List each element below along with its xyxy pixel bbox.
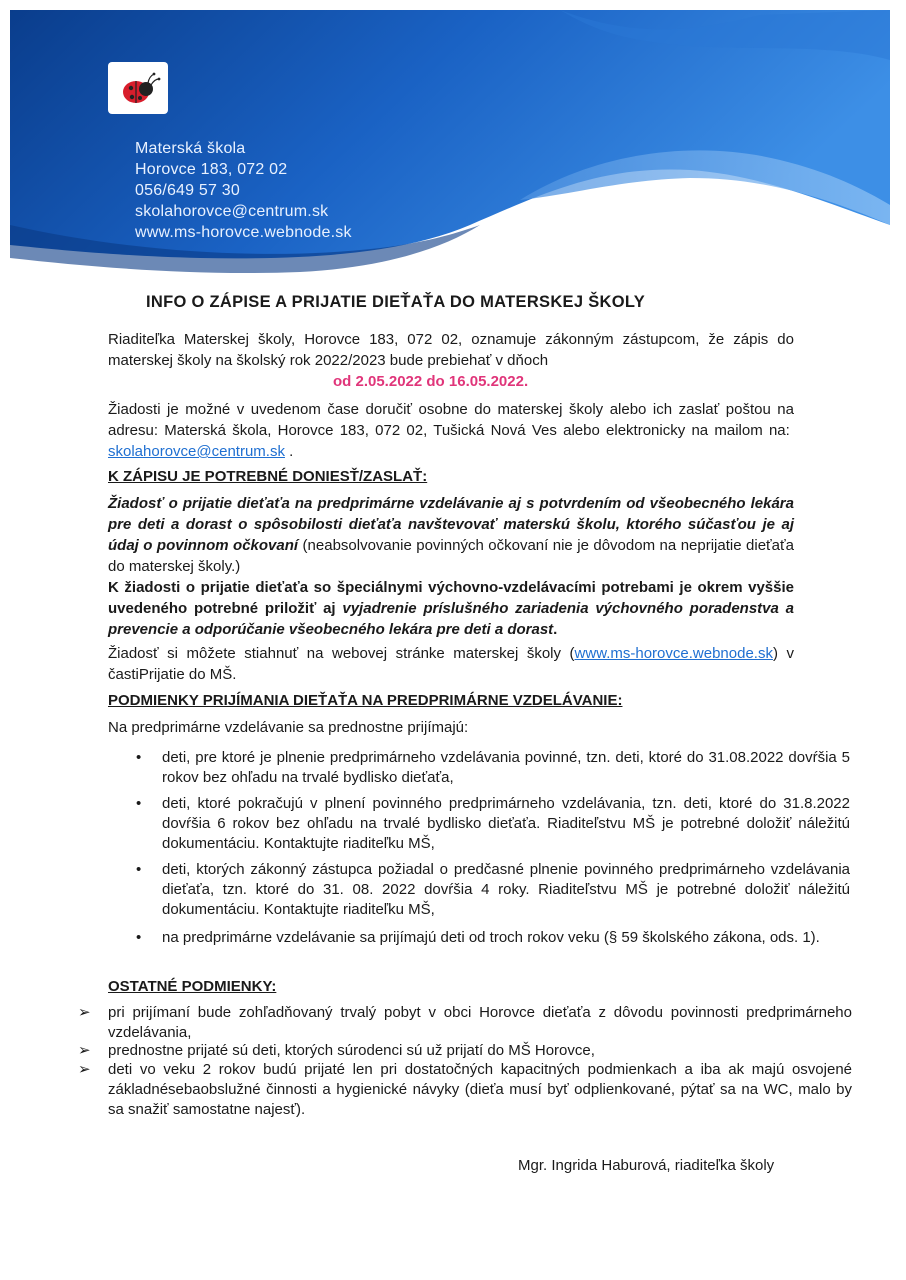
delivery-paragraph (108, 399, 794, 462)
school-website[interactable]: www.ms-horovce.webnode.sk (135, 224, 352, 241)
application-bold: Žiadosť o prijatie dieťaťa na predprimárne vzdelávanie aj s potvrdením od všeobecného lekára pre deti a dorast o spôsobilosti dieťaťa navštevovať materskú školu, ktorého súčasťou je aj údaj o povinnom očkovaní (108, 495, 794, 554)
conditions-heading: PODMIENKY PRIJÍMANIA DIEŤAŤA NA PREDPRIMÁRNE VZDELÁVANIE: (108, 692, 623, 709)
list-item-text: deti, ktoré pokračujú v plnení povinného predprimárneho vzdelávania, tzn. deti, ktoré do 31.8.2022 dovŕšia 6 rokov bez ohľadu na trvalé bydlisko dieťaťa. Riaditeľstvu MŠ je potrebné doložiť náležitú dokumentáciu. Kontaktujte riaditeľku MŠ, (162, 795, 850, 852)
arrow-bullet-icon: ➢ (78, 1042, 91, 1059)
special-needs-c: . (553, 621, 558, 638)
list-item-text: pri prijímaní bude zohľadňovaný trvalý pobyt v obci Horovce dieťaťa z dôvodu povinnosti predprimárneho vzdelávania, (108, 1004, 852, 1041)
website-link[interactable]: www.ms-horovce.webnode.sk (574, 645, 773, 662)
header-banner (0, 0, 906, 300)
arrow-bullet-icon: ➢ (78, 1004, 91, 1021)
list-item-text: deti vo veku 2 rokov budú prijaté len pri dostatočných kapacitných podmienkach a iba ak majú osvojené základnésebaobslužné činnosti a hygienické návyky (dieťa musí byť odplienkované, pýtať sa na WC, malo by sa snažiť samostatne najesť). (108, 1061, 852, 1118)
download-b: ) v častiPrijatie do MŠ. (108, 645, 794, 683)
conditions-intro: Na predprimárne vzdelávanie sa prednostne prijímajú: (108, 719, 469, 736)
special-needs-b: vyjadrenie príslušného zariadenia výchovného poradenstva a prevencie a odporúčanie všeobecného lekára pre deti a dorast (108, 600, 794, 638)
list-item-text: deti, pre ktoré je plnenie predprimárneho vzdelávania povinné, tzn. deti, ktoré do 31.08.2022 dovŕšia 5 rokov bez ohľadu na trvalé bydlisko dieťaťa, (162, 749, 850, 786)
delivery-text: Žiadosti je možné v uvedenom čase doručiť osobne do materskej školy alebo ich zaslať poštou na adresu: Materská škola, Horovce 183, 072 02, Tušická Nová Ves alebo elektronicky na mailom na: (108, 401, 794, 439)
delivery-email-link[interactable]: skolahorovce@centrum.sk (108, 443, 285, 460)
intro-text: Riaditeľka Materskej školy, Horovce 183, 072 02, oznamuje zákonným zástupcom, že zápis do materskej školy na školský rok 2022/2023 bude prebiehať v dňoch (108, 331, 794, 369)
bring-heading: K ZÁPISU JE POTREBNÉ DONIESŤ/ZASLAŤ: (108, 468, 428, 485)
signature: Mgr. Ingrida Haburová, riaditeľka školy (518, 1157, 775, 1174)
enrollment-dates: od 2.05.2022 do 16.05.2022. (333, 373, 529, 390)
bullet-icon: • (136, 929, 142, 946)
application-rest: (neabsolvovanie povinných očkovaní nie je dôvodom na neprijatie dieťaťa do materskej školy.) (108, 537, 794, 575)
ladybug-icon (108, 62, 168, 114)
list-item-text: na predprimárne vzdelávanie sa prijímajú deti od troch rokov veku (§ 59 školského zákona, ods. 1). (162, 929, 820, 946)
download-a: Žiadosť si môžete stiahnuť na webovej stránke materskej školy ( (108, 645, 575, 662)
list-item-text: deti, ktorých zákonný zástupca požiadal o predčasné plnenie povinného predprimárneho vzdelávania dieťaťa, tzn. ktoré do 31. 08. 2022 dovŕšia 4 roky. Riaditeľstvu MŠ je potrebné doložiť náležitú dokumentáciu. Kontaktujte riaditeľku MŠ, (162, 861, 850, 918)
school-address: Horovce 183, 072 02 (135, 161, 288, 178)
application-paragraph (108, 493, 794, 577)
special-needs-a: K žiadosti o prijatie dieťaťa so špeciálnymi výchovno-vzdelávacími potrebami je okrem vyššie uvedeného potrebné priložiť aj (108, 579, 794, 617)
bullet-icon: • (136, 861, 142, 878)
intro-paragraph (108, 329, 794, 371)
school-phone: 056/649 57 30 (135, 182, 240, 199)
school-name: Materská škola (135, 140, 246, 157)
special-needs-paragraph (108, 577, 794, 640)
download-paragraph (108, 643, 794, 685)
arrow-bullet-icon: ➢ (78, 1061, 91, 1078)
page-title: INFO O ZÁPISE A PRIJATIE DIEŤAŤA DO MATERSKEJ ŠKOLY (146, 293, 646, 311)
school-email[interactable]: skolahorovce@centrum.sk (135, 203, 329, 220)
other-heading: OSTATNÉ PODMIENKY: (108, 978, 277, 995)
delivery-end: . (289, 443, 294, 460)
bullet-icon: • (136, 795, 142, 812)
school-contact (135, 138, 352, 243)
bullet-icon: • (136, 749, 142, 766)
list-item-text: prednostne prijaté sú deti, ktorých súrodenci sú už prijatí do MŠ Horovce, (108, 1042, 595, 1059)
school-logo (108, 62, 168, 114)
